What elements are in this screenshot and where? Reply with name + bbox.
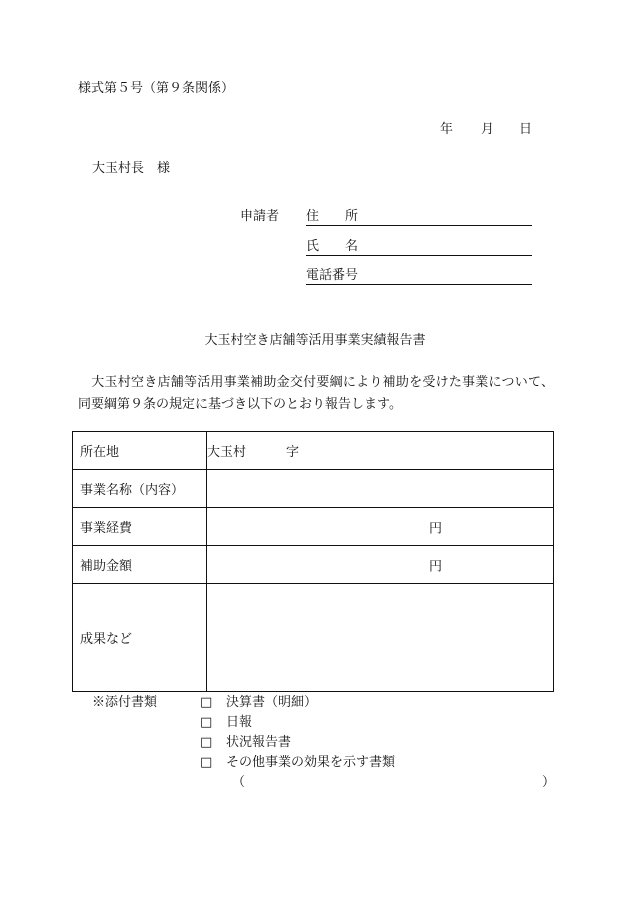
attachments-label: ※添付書類	[92, 695, 158, 710]
table-row-results	[73, 584, 554, 692]
name-label: 氏 名	[306, 239, 359, 254]
attachment-label: 日報	[226, 715, 253, 730]
project-name-value-cell[interactable]	[207, 470, 554, 508]
project-cost-value-cell[interactable]	[207, 508, 554, 546]
attachment-item-daily-report[interactable]	[200, 715, 252, 731]
attachment-item-settlement[interactable]	[200, 695, 317, 711]
address-label: 住 所	[306, 209, 359, 224]
date-year-label: 年	[440, 122, 454, 137]
project-cost-label: 事業経費	[73, 508, 207, 546]
date-month-label: 月	[481, 122, 495, 137]
checkbox-icon[interactable]: □	[200, 695, 213, 710]
attachment-item-status-report[interactable]	[200, 735, 291, 751]
location-village: 大玉村	[207, 445, 247, 460]
results-value-cell[interactable]	[207, 584, 554, 692]
other-details-paren-close: ）	[542, 775, 556, 790]
project-cost-unit: 円	[429, 521, 443, 536]
project-name-label: 事業名称（内容）	[73, 470, 207, 508]
report-table	[72, 431, 554, 692]
subsidy-amount-label: 補助金額	[73, 546, 207, 584]
attachment-item-other[interactable]	[200, 755, 395, 771]
applicant-name-field[interactable]	[306, 239, 532, 256]
location-value-cell[interactable]	[207, 432, 554, 470]
applicant-address-field[interactable]	[306, 209, 532, 226]
subsidy-amount-unit: 円	[429, 559, 443, 574]
checkbox-icon[interactable]: □	[200, 755, 213, 770]
other-details-paren-open: （	[232, 775, 246, 790]
checkbox-icon[interactable]: □	[200, 735, 213, 750]
addressee: 大玉村長 様	[92, 161, 171, 176]
location-label: 所在地	[73, 432, 207, 470]
attachment-label: 状況報告書	[226, 735, 292, 750]
table-row-project-cost	[73, 508, 554, 546]
location-aza: 字	[286, 445, 300, 460]
table-row-project-name	[73, 470, 554, 508]
phone-label: 電話番号	[306, 268, 359, 283]
subsidy-amount-value-cell[interactable]	[207, 546, 554, 584]
attachment-label: 決算書（明細）	[226, 695, 318, 710]
table-row-subsidy-amount	[73, 546, 554, 584]
checkbox-icon[interactable]: □	[200, 715, 213, 730]
attachment-label: その他事業の効果を示す書類	[226, 755, 396, 770]
document-title: 大玉村空き店舗等活用事業実績報告書	[204, 333, 426, 348]
table-row-location	[73, 432, 554, 470]
applicant-label: 申請者	[240, 209, 280, 224]
form-number: 様式第５号（第９条関係）	[78, 81, 235, 96]
results-label: 成果など	[73, 584, 207, 692]
body-text: 大玉村空き店舗等活用事業補助金交付要綱により補助を受けた事業について、同要綱第９条の規定に基づき以下のとおり報告します。	[78, 375, 554, 412]
applicant-phone-field[interactable]	[306, 268, 532, 285]
date-day-label: 日	[519, 122, 533, 137]
